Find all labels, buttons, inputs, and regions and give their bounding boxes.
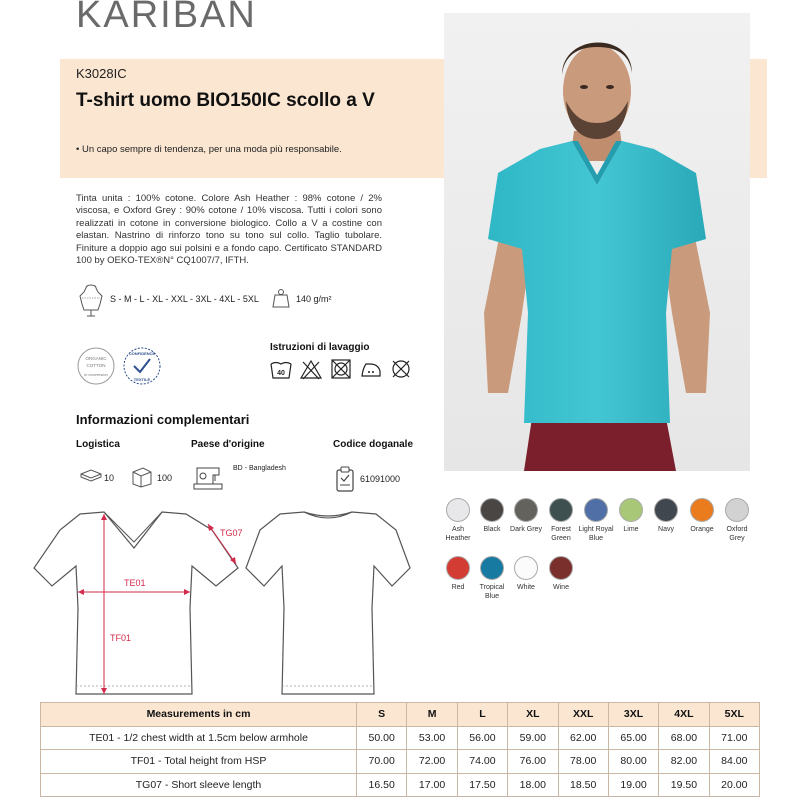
color-swatches	[440, 498, 760, 608]
no-dry-clean-icon	[390, 358, 412, 380]
sewing-machine-icon	[193, 464, 223, 490]
carton-box-icon	[131, 466, 153, 488]
swatch-label: Forest Green	[551, 526, 571, 542]
customs-value: 61091000	[360, 474, 401, 484]
swatch-dot	[584, 498, 608, 522]
table-row-te01	[41, 726, 760, 750]
cell: 74.00	[457, 750, 507, 774]
swatch-label: Lime	[623, 526, 639, 533]
size-header-l: L	[457, 703, 507, 727]
wash-icons	[270, 358, 420, 380]
height-label: TF01	[110, 633, 132, 643]
cell: 71.00	[709, 726, 759, 750]
size-header-s: S	[357, 703, 407, 727]
swatch-label: White	[517, 584, 535, 591]
pack-large-count: 100	[157, 473, 173, 483]
swatch-forest-green[interactable]	[543, 498, 579, 543]
size-header-3xl: 3XL	[608, 703, 658, 727]
no-bleach-icon	[300, 358, 322, 380]
swatch-orange[interactable]	[684, 498, 720, 535]
cell: 16.50	[357, 773, 407, 797]
organic-cotton-badge-icon	[76, 346, 116, 386]
cell: 82.00	[659, 750, 709, 774]
swatch-dark-grey[interactable]	[508, 498, 544, 535]
fabric-weight: 140 g/m²	[296, 294, 332, 304]
wash-40-icon	[270, 358, 292, 380]
swatch-label: Light Royal Blue	[578, 526, 614, 542]
swatch-oxford-grey[interactable]	[719, 498, 755, 543]
model-illustration	[444, 13, 750, 471]
organic-badge-line-1: ORGANIC	[85, 356, 107, 361]
pack-small-count: 10	[104, 473, 115, 483]
product-code: K3028IC	[76, 66, 127, 81]
swatch-label: Black	[483, 526, 501, 533]
row-label: TF01 - Total height from HSP	[41, 750, 357, 774]
cell: 78.00	[558, 750, 608, 774]
swatch-dot	[654, 498, 678, 522]
row-label: TG07 - Short sleeve length	[41, 773, 357, 797]
logistics-heading: Logistica	[76, 439, 120, 450]
cell: 17.50	[457, 773, 507, 797]
swatch-lime[interactable]	[613, 498, 649, 535]
cell: 18.50	[558, 773, 608, 797]
table-header-label: Measurements in cm	[41, 703, 357, 727]
cell: 70.00	[357, 750, 407, 774]
swatch-dot	[446, 498, 470, 522]
size-header-xxl: XXL	[558, 703, 608, 727]
iron-medium-icon	[360, 358, 382, 380]
swatch-dot	[480, 556, 504, 580]
swatch-navy[interactable]	[648, 498, 684, 535]
customs-heading: Codice doganale	[333, 439, 414, 450]
cell: 56.00	[457, 726, 507, 750]
origin-heading: Paese d'origine	[191, 439, 265, 450]
size-header-5xl: 5XL	[709, 703, 759, 727]
swatch-label: Ash Heather	[445, 526, 471, 542]
no-tumble-dry-icon	[330, 358, 352, 380]
swatch-red[interactable]	[440, 556, 476, 593]
swatch-black[interactable]	[474, 498, 510, 535]
swatch-label: Dark Grey	[510, 526, 542, 533]
flat-pack-icon	[80, 468, 102, 482]
header-band-right	[750, 59, 767, 178]
complementary-info-title: Informazioni complementari	[76, 412, 250, 427]
size-header-m: M	[407, 703, 457, 727]
swatch-dot	[446, 556, 470, 580]
cell: 68.00	[659, 726, 709, 750]
swatch-dot	[690, 498, 714, 522]
cell: 80.00	[608, 750, 658, 774]
mannequin-icon	[76, 282, 106, 318]
product-tagline: • Un capo sempre di tendenza, per una moda più responsabile.	[76, 144, 342, 155]
cell: 19.50	[659, 773, 709, 797]
cell: 53.00	[407, 726, 457, 750]
swatch-tropical-blue[interactable]	[474, 556, 510, 601]
cell: 65.00	[608, 726, 658, 750]
garment-front-drawing	[32, 508, 243, 698]
organic-badge-line-2: COTTON	[86, 363, 106, 368]
customs-clipboard-icon	[335, 466, 355, 492]
product-description: Tinta unita : 100% cotone. Colore Ash Heather : 98% cotone / 2% viscosa, e Oxford Grey : 90% cotone / 10% viscosa. Tutti i colori sono realizzati in cotone in conversione biologico. Collo a V a costine con elastan. Nastrino di rinforzo tono su tono sul collo. Taglio tubolare. Finiture a doppio ago sui polsini e a fondo capo. Certificato STANDARD 100 by OEKO-TEX®N° CQ1007/7, IFTH.	[76, 193, 382, 267]
swatch-label: Oxford Grey	[726, 526, 748, 542]
chest-label: TE01	[124, 578, 146, 588]
table-row-tg07	[41, 773, 760, 797]
swatch-dot	[725, 498, 749, 522]
cell: 19.00	[608, 773, 658, 797]
wash-instructions-title: Istruzioni di lavaggio	[270, 342, 370, 353]
brand-logo: KARIBAN	[76, 0, 257, 36]
wash-temperature: 40	[277, 370, 285, 377]
swatch-label: Red	[451, 584, 465, 591]
swatch-label: Tropical Blue	[479, 584, 505, 600]
confidence-badge-line-1: CONFIDENCE	[128, 351, 156, 356]
cell: 62.00	[558, 726, 608, 750]
table-row-tf01	[41, 750, 760, 774]
cell: 76.00	[508, 750, 558, 774]
confidence-badge-line-2: TEXTILE	[133, 377, 151, 382]
table-header-row	[41, 703, 760, 727]
cell: 84.00	[709, 750, 759, 774]
swatch-light-royal-blue[interactable]	[578, 498, 614, 543]
cell: 20.00	[709, 773, 759, 797]
cell: 59.00	[508, 726, 558, 750]
swatch-dot	[549, 556, 573, 580]
measurements-table	[40, 702, 760, 797]
swatch-dot	[514, 498, 538, 522]
cell: 17.00	[407, 773, 457, 797]
swatch-dot	[514, 556, 538, 580]
swatch-ash-heather[interactable]	[440, 498, 476, 543]
cell: 18.00	[508, 773, 558, 797]
swatch-white[interactable]	[508, 556, 544, 593]
swatch-dot	[549, 498, 573, 522]
cell: 50.00	[357, 726, 407, 750]
swatch-dot	[480, 498, 504, 522]
origin-value: BD - Bangladesh	[233, 465, 286, 472]
row-label: TE01 - 1/2 chest width at 1.5cm below armhole	[41, 726, 357, 750]
cell: 72.00	[407, 750, 457, 774]
size-header-xl: XL	[508, 703, 558, 727]
size-header-4xl: 4XL	[659, 703, 709, 727]
sizes-row	[76, 282, 396, 318]
product-title: T-shirt uomo BIO150IC scollo a V	[76, 90, 375, 111]
confidence-textile-badge-icon	[122, 346, 162, 386]
organic-badge-line-3: in conversion	[84, 372, 108, 377]
sleeve-label: TG07	[220, 528, 243, 538]
size-range: S - M - L - XL - XXL - 3XL - 4XL - 5XL	[110, 294, 259, 304]
swatch-label: Wine	[553, 584, 569, 591]
product-photo	[444, 13, 750, 471]
weight-icon	[272, 288, 290, 308]
swatch-wine[interactable]	[543, 556, 579, 593]
swatch-dot	[619, 498, 643, 522]
garment-back-drawing	[244, 508, 412, 698]
swatch-label: Orange	[690, 526, 714, 533]
swatch-label: Navy	[658, 526, 674, 533]
